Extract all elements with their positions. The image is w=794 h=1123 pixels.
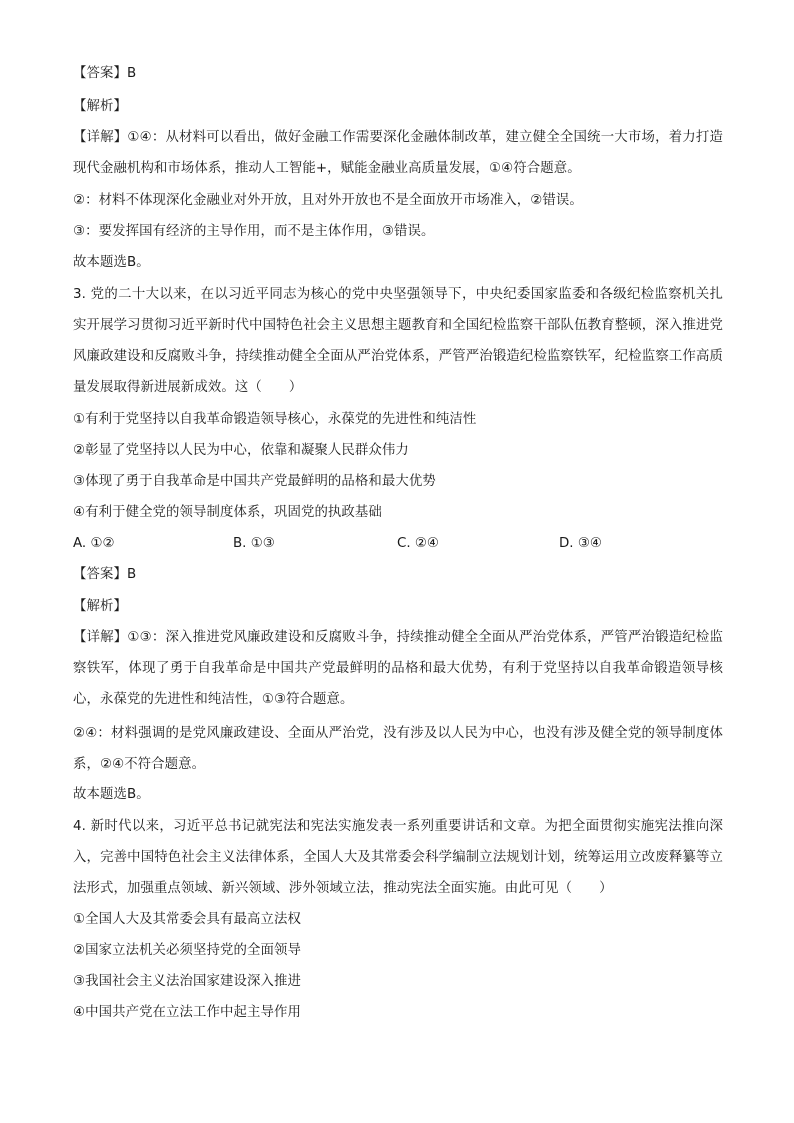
q3-option-a: A. ①② [73,536,115,551]
q3-stem: 3. 党的二十大以来，在以习近平同志为核心的党中央坚强领导下，中央纪委国家监委和各级纪检监察机关扎实开展学习贯彻习近平新时代中国特色社会主义思想主题教育和全国纪检监察干部队伍教育整顿，深入推进党风廉政建设和反腐败斗争，持续推动健全全面从严治党体系，严管严治锻造纪检监察铁军，纪检监察工作高质量发展取得新进展新成效。这（ ） [73,287,723,395]
q3-item-1: ①有利于党坚持以自我革命锻造领导核心，永葆党的先进性和纯洁性 [73,412,477,427]
q3-reason-24: ②④：材料强调的是党风廉政建设、全面从严治党，没有涉及以人民为中心，也没有涉及健全党的领导制度体系，②④不符合题意。 [73,726,723,772]
q2-reason-2: ②：材料不体现深化金融业对外开放，且对外开放也不是全面放开市场准入，②错误。 [73,193,583,208]
q3-item-2: ②彰显了党坚持以人民为中心，依靠和凝聚人民群众伟力 [73,443,409,458]
q2-reason-3: ③：要发挥国有经济的主导作用，而不是主体作用，③错误。 [73,224,435,239]
q3-detail: 【详解】①③：深入推进党风廉政建设和反腐败斗争，持续推动健全全面从严治党体系，严管严治锻造纪检监察铁军，体现了勇于自我革命是中国共产党最鲜明的品格和最大优势，有利于党坚持以自我革命锻造领导核心，永葆党的先进性和纯洁性，①③符合题意。 [73,630,723,707]
q3-answer: 【答案】B [73,567,137,582]
q2-answer: 【答案】B [73,66,137,81]
q2-conclusion: 故本题选B。 [73,255,150,270]
q4-item-4: ④中国共产党在立法工作中起主导作用 [73,1005,301,1020]
q3-item-3: ③体现了勇于自我革命是中国共产党最鲜明的品格和最大优势 [73,474,436,489]
q4-item-1: ①全国人大及其常委会具有最高立法权 [73,912,301,927]
q3-option-c: C. ②④ [397,536,439,551]
q3-option-d: D. ③④ [559,536,602,551]
q4-stem: 4. 新时代以来，习近平总书记就宪法和宪法实施发表一系列重要讲话和文章。为把全面贯彻实施宪法推向深入，完善中国特色社会主义法律体系，全国人大及其常委会科学编制立法规划计划，统筹运用立改废释纂等立法形式，加强重点领域、新兴领域、涉外领域立法，推动宪法全面实施。由此可见（ ） [73,819,723,896]
q3-option-b: B. ①③ [233,536,275,551]
q4-item-3: ③我国社会主义法治国家建设深入推进 [73,974,301,989]
q4-item-2: ②国家立法机关必须坚持党的全面领导 [73,943,301,958]
q2-detail: 【详解】①④：从材料可以看出，做好金融工作需要深化金融体制改革，建立健全全国统一大市场，着力打造现代金融机构和市场体系，推动人工智能+，赋能金融业高质量发展，①④符合题意。 [73,130,723,176]
q2-analysis-label: 【解析】 [73,99,127,114]
q3-item-4: ④有利于健全党的领导制度体系，巩固党的执政基础 [73,505,382,520]
q3-conclusion: 故本题选B。 [73,787,150,802]
q3-analysis-label: 【解析】 [73,599,127,614]
